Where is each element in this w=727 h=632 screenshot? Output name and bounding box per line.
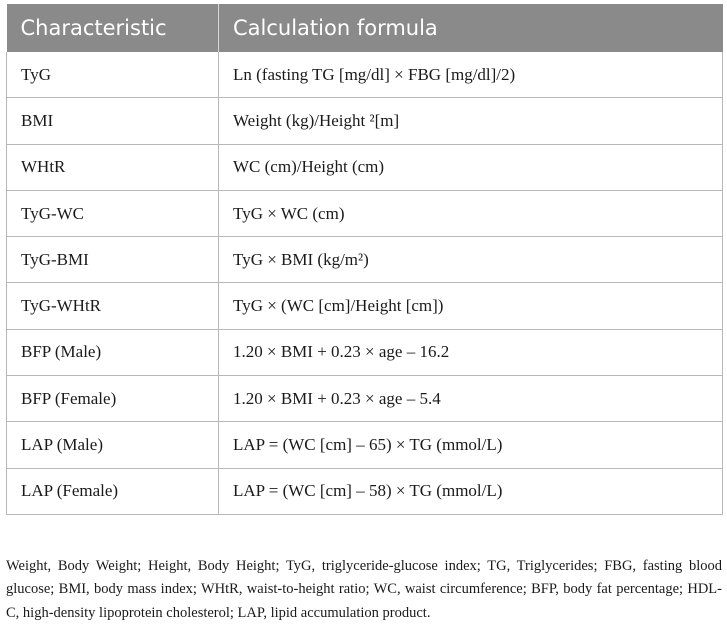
table-row — [7, 376, 723, 422]
cell-formula: 1.20 × BMI + 0.23 × age – 5.4 — [219, 376, 723, 422]
cell-characteristic: TyG-BMI — [7, 237, 219, 283]
cell-formula: TyG × (WC [cm]/Height [cm]) — [219, 283, 723, 329]
cell-formula: TyG × BMI (kg/m²) — [219, 237, 723, 283]
cell-characteristic: BFP (Male) — [7, 329, 219, 375]
cell-characteristic: TyG-WHtR — [7, 283, 219, 329]
header-characteristic: Characteristic — [7, 4, 219, 52]
cell-formula: Weight (kg)/Height ²[m] — [219, 98, 723, 144]
table-row — [7, 329, 723, 375]
table-row — [7, 237, 723, 283]
table-footnote: Weight, Body Weight; Height, Body Height; TyG, triglyceride-glucose index; TG, Triglycerides; FBG, fasting blood glucose; BMI, body mass index; WHtR, waist-to-height ratio; WC, waist circumference; BFP, body fat percentage; HDL-C, high-density lipoprotein cholesterol; LAP, lipid accumulation product. — [6, 557, 722, 621]
cell-characteristic: TyG — [7, 52, 219, 98]
table-row — [7, 98, 723, 144]
table-header-row — [7, 4, 723, 52]
cell-characteristic: BFP (Female) — [7, 376, 219, 422]
cell-formula: 1.20 × BMI + 0.23 × age – 16.2 — [219, 329, 723, 375]
table-row — [7, 283, 723, 329]
cell-characteristic: TyG-WC — [7, 190, 219, 236]
formula-table — [6, 4, 723, 515]
cell-formula: Ln (fasting TG [mg/dl] × FBG [mg/dl]/2) — [219, 52, 723, 98]
cell-characteristic: WHtR — [7, 144, 219, 190]
cell-formula: WC (cm)/Height (cm) — [219, 144, 723, 190]
cell-characteristic: BMI — [7, 98, 219, 144]
cell-formula: LAP = (WC [cm] – 58) × TG (mmol/L) — [219, 468, 723, 514]
table-row — [7, 190, 723, 236]
cell-formula: TyG × WC (cm) — [219, 190, 723, 236]
table-row — [7, 468, 723, 514]
cell-formula: LAP = (WC [cm] – 65) × TG (mmol/L) — [219, 422, 723, 468]
table-row — [7, 144, 723, 190]
cell-characteristic: LAP (Male) — [7, 422, 219, 468]
cell-characteristic: LAP (Female) — [7, 468, 219, 514]
table-row — [7, 52, 723, 98]
header-calculation-formula: Calculation formula — [219, 4, 723, 52]
table-row — [7, 422, 723, 468]
formula-table-container — [6, 4, 722, 515]
